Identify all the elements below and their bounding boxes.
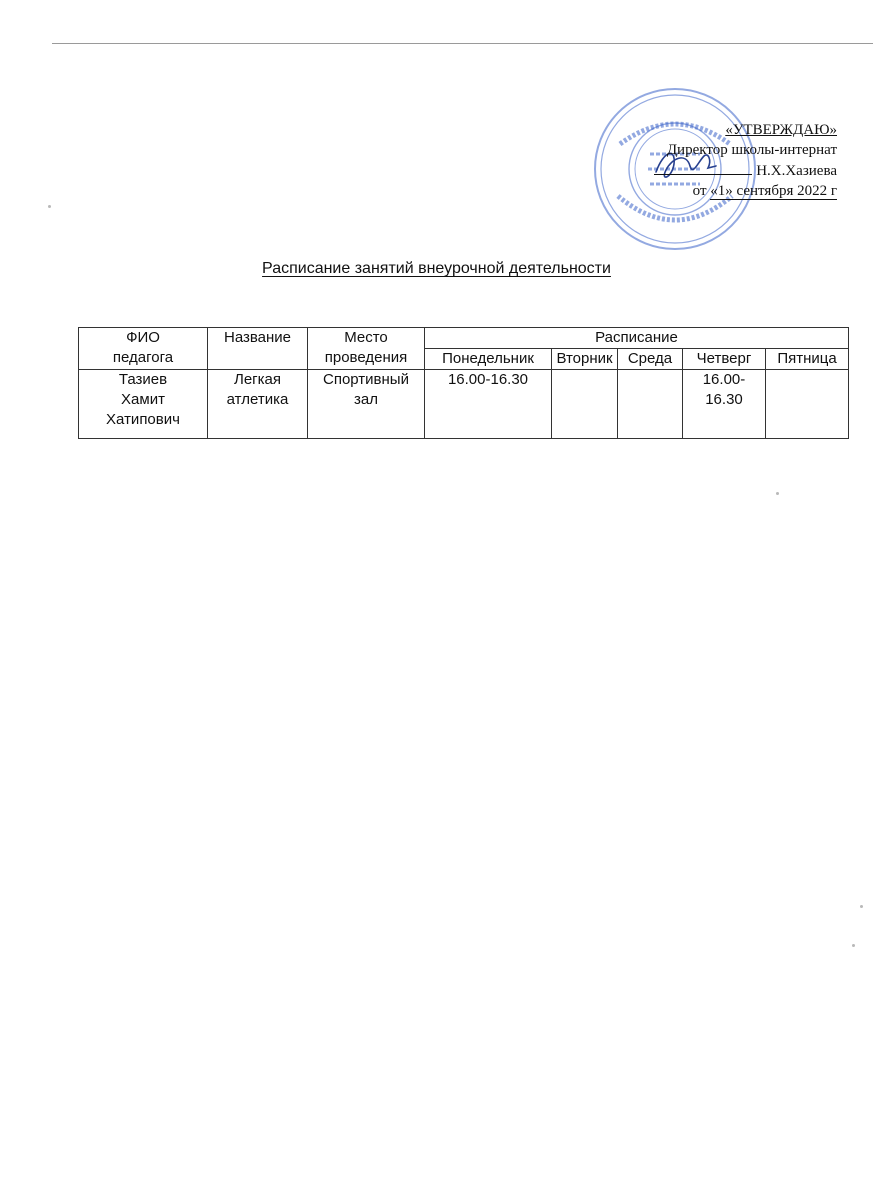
header-day-friday: Пятница <box>766 349 849 370</box>
header-place: Место проведения <box>308 328 425 370</box>
schedule-table <box>78 327 849 439</box>
cell-friday <box>766 370 849 439</box>
cell-fio: Тазиев Хамит Хатипович <box>79 370 208 439</box>
approval-date-line <box>654 181 837 201</box>
header-day-wednesday: Среда <box>618 349 683 370</box>
scan-edge-line <box>52 43 873 44</box>
cell-thursday: 16.00- 16.30 <box>683 370 766 439</box>
header-day-thursday: Четверг <box>683 349 766 370</box>
approval-position: Директор школы-интернат <box>666 142 837 158</box>
document-title: Расписание занятий внеурочной деятельности <box>262 260 611 277</box>
document-title-wrap <box>0 260 873 278</box>
header-schedule: Расписание <box>425 328 849 349</box>
table-header-row <box>79 328 849 349</box>
cell-wednesday <box>618 370 683 439</box>
approval-date: «1» сентября 2022 г <box>710 183 837 199</box>
cell-tuesday <box>552 370 618 439</box>
cell-place: Спортивный зал <box>308 370 425 439</box>
table-row <box>79 370 849 439</box>
approval-signature-line <box>654 160 837 181</box>
scan-speck <box>852 944 855 947</box>
approval-block <box>654 120 837 201</box>
header-day-monday: Понедельник <box>425 349 552 370</box>
approval-heading: «УТВЕРЖДАЮ» <box>725 122 837 138</box>
signature-blank <box>654 160 752 175</box>
header-name: Название <box>208 328 308 370</box>
header-fio: ФИО педагога <box>79 328 208 370</box>
scan-speck <box>776 492 779 495</box>
header-day-tuesday: Вторник <box>552 349 618 370</box>
approval-name: Н.Х.Хазиева <box>756 163 837 179</box>
scan-speck <box>48 205 51 208</box>
approval-date-prefix: от <box>692 183 707 199</box>
cell-name: Легкая атлетика <box>208 370 308 439</box>
scan-speck <box>860 905 863 908</box>
cell-monday: 16.00-16.30 <box>425 370 552 439</box>
